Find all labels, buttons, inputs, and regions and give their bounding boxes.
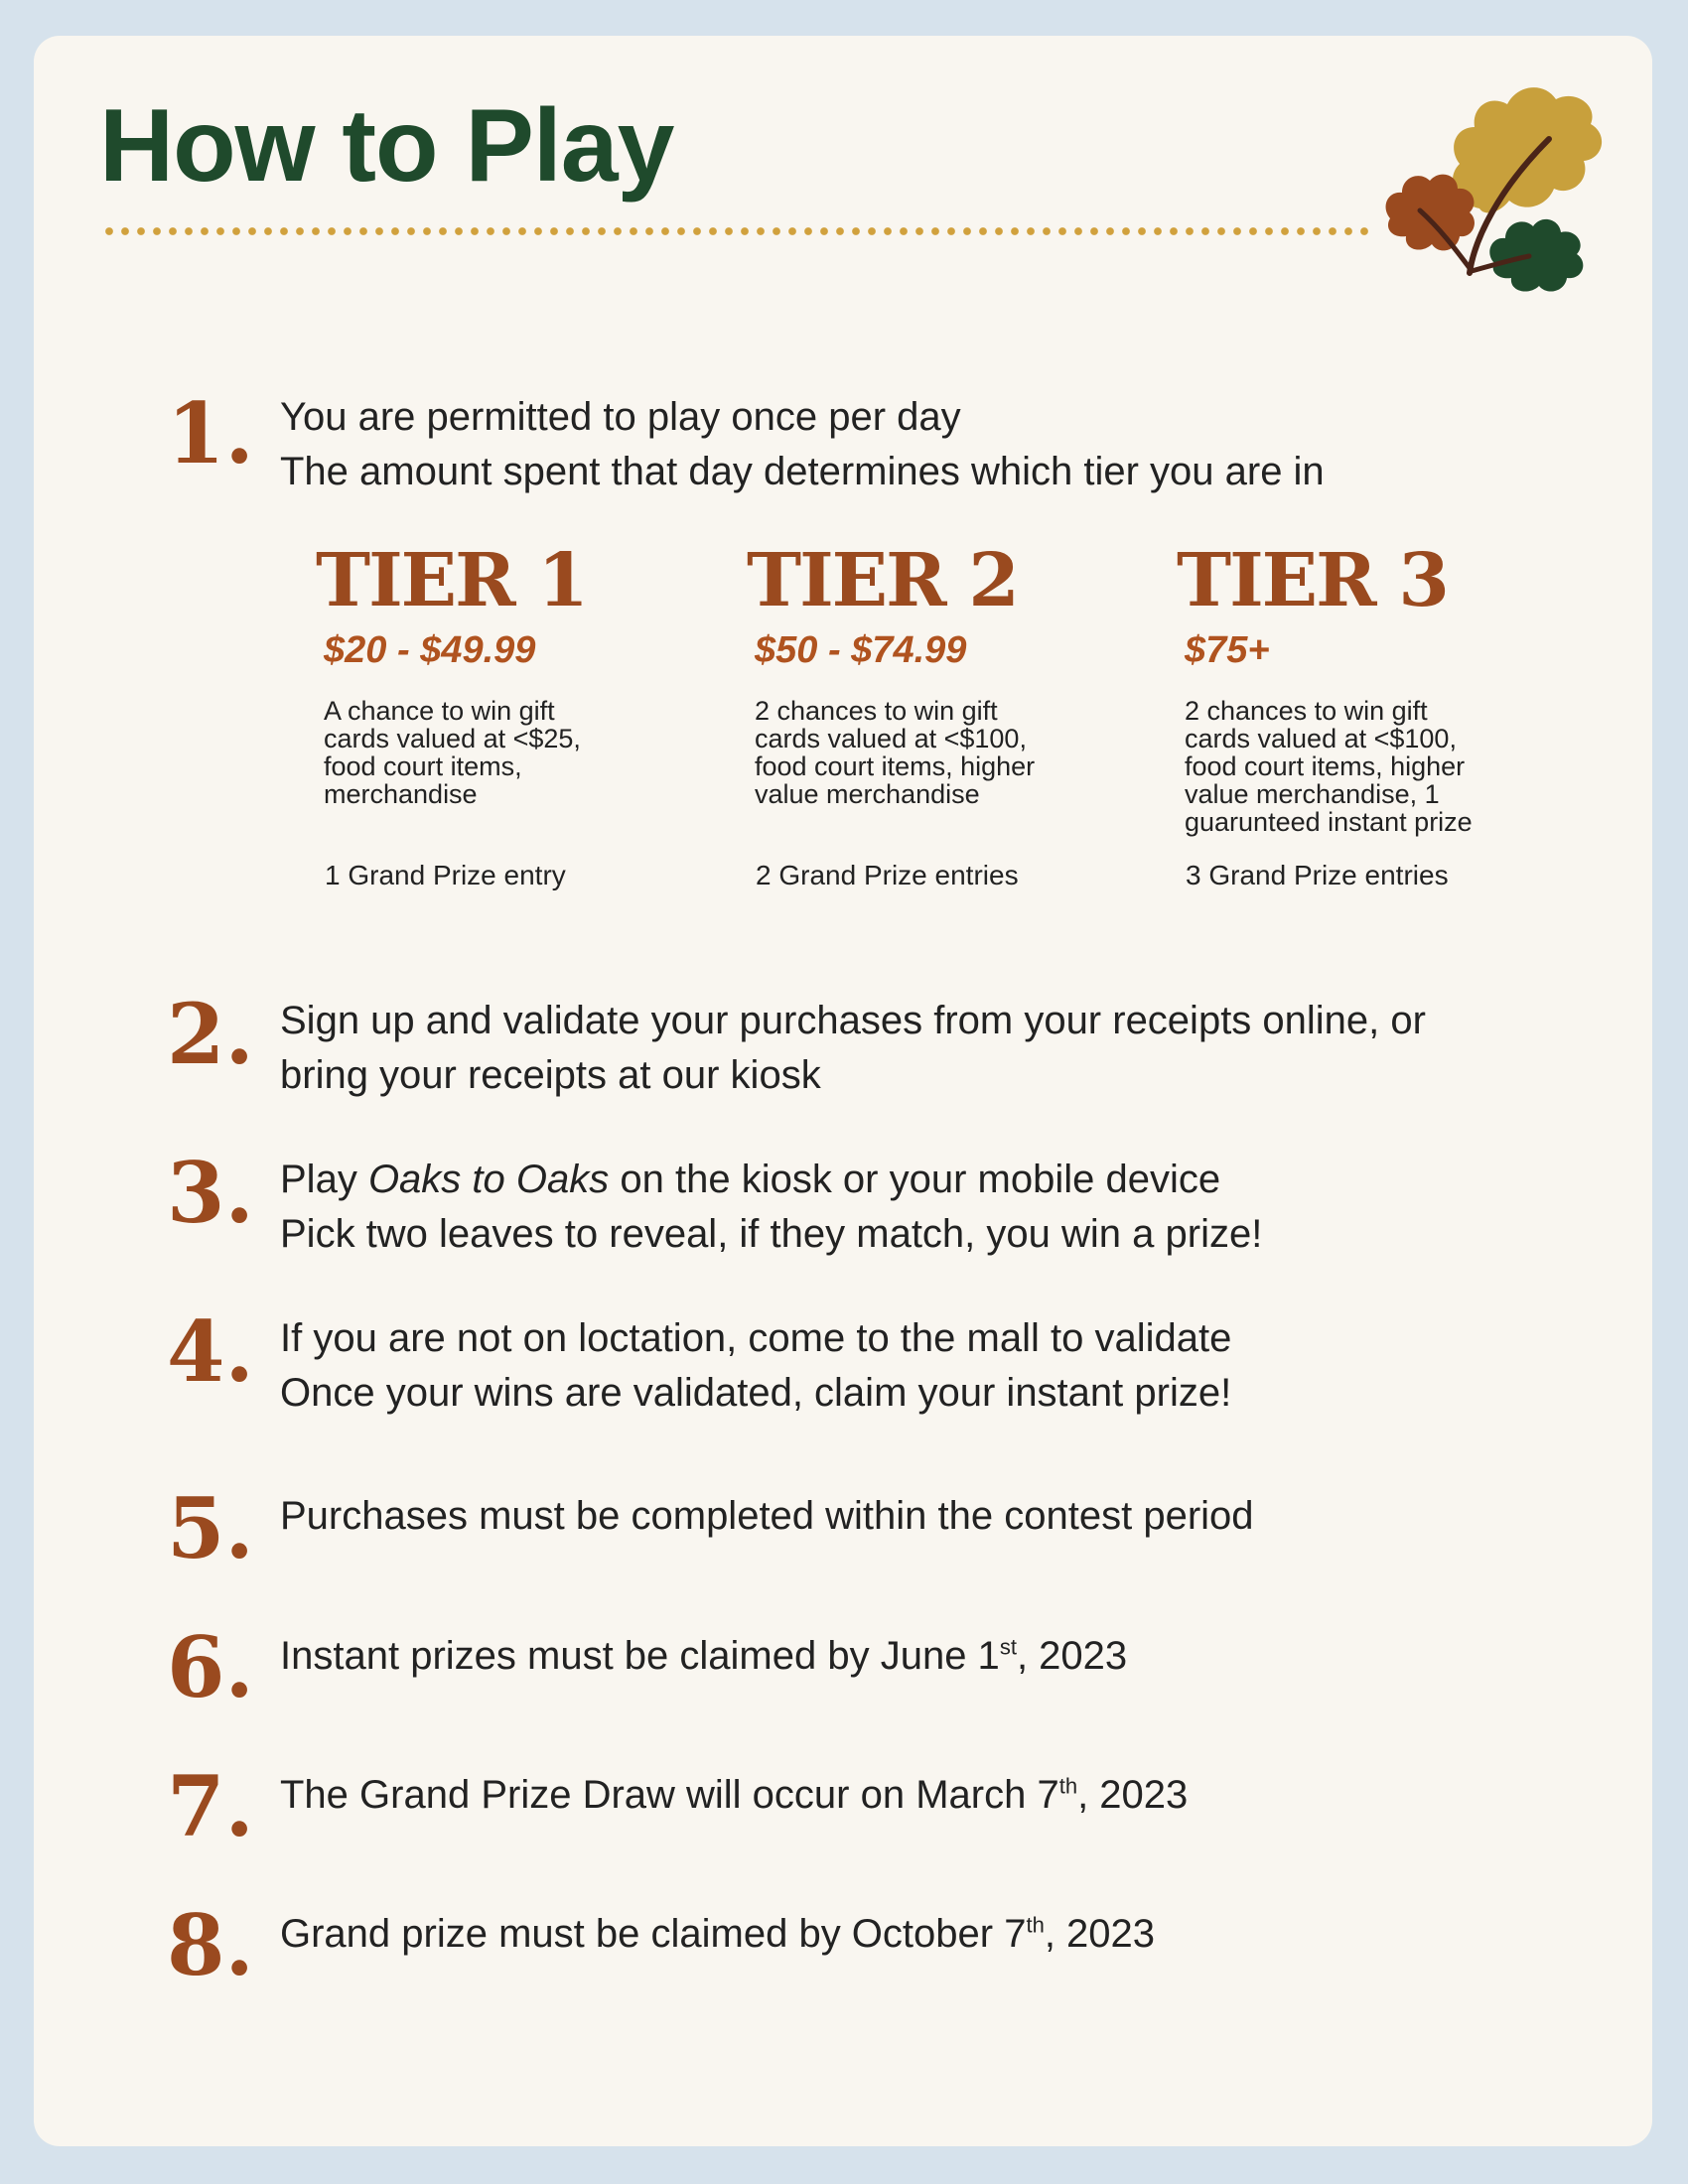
green-leaf: [1489, 219, 1583, 292]
tier-2-desc-line: food court items, higher: [755, 751, 1036, 781]
tier-2-desc-line: 2 chances to win gift: [755, 696, 998, 726]
tier-1-entries: 1 Grand Prize entry: [325, 860, 566, 890]
tier-3-desc-line: 2 chances to win gift: [1185, 696, 1428, 726]
step-text-1: [280, 390, 1571, 499]
gold-leaf: [1453, 87, 1602, 212]
tier-2-desc-line: value merchandise: [755, 779, 980, 809]
step-3-line-2: Pick two leaves to reveal, if they match, you win a prize!: [280, 1212, 1263, 1256]
ordinal-suffix: st: [999, 1634, 1017, 1660]
step-number-7: 7.: [167, 1757, 254, 1855]
step-1-line-1: You are permitted to play once per day: [280, 395, 961, 439]
tier-1-price: $20 - $49.99: [324, 629, 536, 671]
tier-2-entries: 2 Grand Prize entries: [756, 860, 1019, 890]
tier-3-price: $75+: [1185, 629, 1270, 671]
step-3-prefix: Play: [280, 1158, 368, 1201]
step-text-7: [280, 1768, 1571, 1823]
step-text-5: [280, 1489, 1571, 1544]
step-6-line-1: [280, 1629, 1571, 1684]
step-7-year: , 2023: [1077, 1773, 1189, 1817]
tier-2-price: $50 - $74.99: [755, 629, 967, 671]
tier-1-name: TIER 1: [316, 538, 587, 623]
tier-3: [1177, 538, 1554, 837]
tier-3-desc-line: value merchandise, 1: [1185, 779, 1440, 809]
step-number-4: 4.: [167, 1302, 254, 1401]
oak-leaves-icon: [1360, 69, 1618, 298]
tier-2-description: [755, 697, 1124, 808]
tier-2: [747, 538, 1124, 809]
step-2-line-1: Sign up and validate your purchases from your receipts online, or: [280, 999, 1426, 1042]
step-number-8: 8.: [167, 1896, 254, 1994]
step-number-5: 5.: [167, 1479, 254, 1577]
step-4-line-2: Once your wins are validated, claim your instant prize!: [280, 1371, 1232, 1415]
step-6-text: Instant prizes must be claimed by June 1: [280, 1634, 1000, 1678]
tier-3-name: TIER 3: [1177, 538, 1448, 623]
step-4-line-1: If you are not on loctation, come to the mall to validate: [280, 1316, 1232, 1360]
ordinal-suffix: th: [1058, 1773, 1078, 1799]
ordinal-suffix: th: [1026, 1912, 1045, 1938]
step-text-6: [280, 1629, 1571, 1684]
page-title: How to Play: [99, 88, 674, 204]
step-text-2: [280, 994, 1571, 1103]
step-number-1: 1.: [167, 384, 254, 482]
tier-3-entries: 3 Grand Prize entries: [1186, 860, 1449, 890]
step-5-line-1: Purchases must be completed within the contest period: [280, 1494, 1254, 1538]
step-3-line-1: [280, 1153, 1571, 1207]
tier-3-desc-line: food court items, higher: [1185, 751, 1466, 781]
step-7-text: The Grand Prize Draw will occur on March 7: [280, 1773, 1059, 1817]
tier-1-desc-line: cards valued at <$25,: [324, 724, 581, 753]
tier-1-description: [324, 697, 693, 808]
tier-3-desc-line: cards valued at <$100,: [1185, 724, 1457, 753]
step-1-line-2: The amount spent that day determines which tier you are in: [280, 450, 1325, 493]
step-3-suffix: on the kiosk or your mobile device: [609, 1158, 1221, 1201]
step-text-4: [280, 1311, 1571, 1421]
game-name: Oaks to Oaks: [367, 1158, 610, 1201]
step-8-text: Grand prize must be claimed by October 7: [280, 1912, 1027, 1956]
step-number-6: 6.: [167, 1618, 254, 1716]
step-7-line-1: [280, 1768, 1571, 1823]
step-6-year: , 2023: [1016, 1634, 1128, 1678]
step-8-year: , 2023: [1044, 1912, 1156, 1956]
tier-1-desc-line: A chance to win gift: [324, 696, 555, 726]
step-text-3: [280, 1153, 1571, 1262]
tier-2-desc-line: cards valued at <$100,: [755, 724, 1027, 753]
tier-3-desc-line: guarunteed instant prize: [1185, 807, 1473, 837]
step-number-2: 2.: [167, 985, 254, 1083]
tier-1-desc-line: merchandise: [324, 779, 478, 809]
step-8-line-1: [280, 1907, 1571, 1962]
step-2-line-2: bring your receipts at our kiosk: [280, 1053, 821, 1097]
tier-1: [316, 538, 693, 809]
step-number-3: 3.: [167, 1144, 254, 1242]
dotted-divider: [101, 226, 1372, 236]
step-text-8: [280, 1907, 1571, 1962]
tier-3-description: [1185, 697, 1554, 836]
tier-2-name: TIER 2: [747, 538, 1018, 623]
tier-1-desc-line: food court items,: [324, 751, 522, 781]
